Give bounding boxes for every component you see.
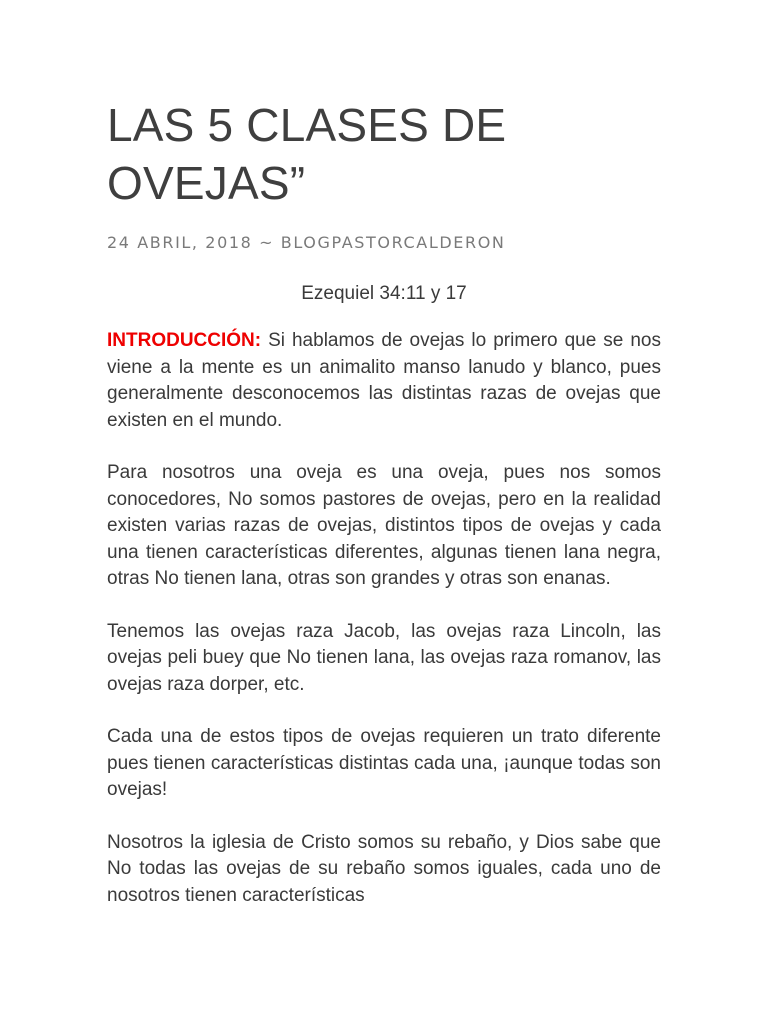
- intro-label: INTRODUCCIÓN:: [107, 330, 262, 351]
- body-paragraph-2: Tenemos las ovejas raza Jacob, las ovejas raza Lincoln, las ovejas peli buey que No tienen lana, las ovejas raza romanov, las ovejas raza dorper, etc.: [107, 620, 661, 695]
- article: [107, 96, 661, 909]
- article-meta: 24 ABRIL, 2018 ~ BLOGPASTORCALDERON: [107, 233, 506, 252]
- body-paragraph-4: Nosotros la iglesia de Cristo somos su rebaño, y Dios sabe que No todas las ovejas de su rebaño somos iguales, cada uno de nosotros tienen características: [107, 831, 661, 906]
- intro-text: Si hablamos de ovejas lo primero que se nos viene a la mente es un animalito manso lanudo y blanco, pues generalmente desconocemos las distintas razas de ovejas que existen en el mundo.: [107, 330, 661, 431]
- article-title: LAS 5 CLASES DE OVEJAS”: [107, 99, 507, 209]
- intro-paragraph: [107, 328, 661, 434]
- body-paragraph-1: Para nosotros una oveja es una oveja, pues nos somos conocedores, No somos pastores de ovejas, pero en la realidad existen varias razas de ovejas, distintos tipos de ovejas y cada una tienen características diferentes, algunas tienen lana negra, otras No tienen lana, otras son grandes y otras son enanas.: [107, 462, 661, 589]
- bible-verse-reference: Ezequiel 34:11 y 17: [301, 283, 467, 304]
- body-paragraph-3: Cada una de estos tipos de ovejas requieren un trato diferente pues tienen características distintas cada una, ¡aunque todas son ovejas!: [107, 726, 661, 800]
